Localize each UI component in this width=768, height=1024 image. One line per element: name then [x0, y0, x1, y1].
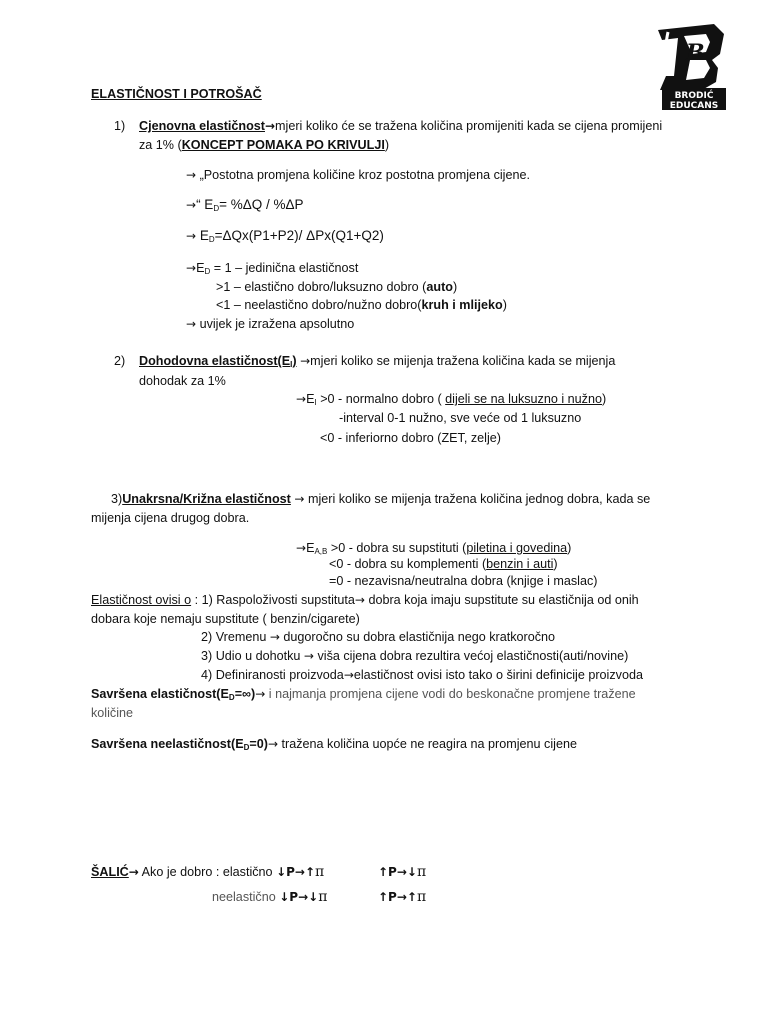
inelastic-price-up: ↑P→↑ [378, 890, 417, 904]
salic-elastic-right [378, 864, 426, 880]
arrow-icon: → [267, 737, 279, 751]
cross-l2-underlined: benzin i auti [486, 557, 554, 571]
cross-independent: =0 - nezavisna/neutralna dobra (knjige i maslac) [329, 574, 598, 588]
arrow-icon: → [186, 261, 197, 275]
factor2 [201, 629, 555, 645]
formula2-pre: E [199, 228, 209, 243]
salic-inelastic-right [378, 889, 426, 905]
factor2-post: dugoročno su dobra elastičnija nego kratkoročno [279, 630, 556, 644]
pi-symbol: π [318, 889, 328, 905]
perfect-elasticity [91, 686, 636, 706]
elasticity-inelastic [216, 297, 507, 313]
perfect-elasticity-cont: količine [91, 706, 133, 720]
elastic-price-up: ↑P→↓ [378, 865, 417, 879]
arrow-icon: → [354, 593, 365, 607]
e3-bold: kruh i mlijeko [421, 298, 503, 312]
p1-pre: Savršena elastičnost(E [91, 687, 229, 701]
section1-line2 [139, 137, 389, 153]
income-normal [296, 391, 606, 411]
section2-term [139, 354, 297, 368]
section2-term-text: Dohodovna elastičnost(E [139, 354, 291, 368]
section1-desc2-pre: za 1% ( [139, 138, 182, 152]
salic-line2 [212, 889, 327, 905]
section1-desc: mjeri koliko će se tražena količina promijeniti kada se cijena promijeni [275, 119, 663, 133]
p2-pre: Savršena neelastičnost(E [91, 737, 244, 751]
arrow-icon: → [300, 354, 311, 368]
section2-term-sub: I [290, 360, 293, 369]
elasticity-unit [186, 260, 358, 280]
formula1-pre: “ E [196, 197, 214, 212]
section3-desc: mjeri koliko se mijenja tražena količina jednog dobra, kada se [304, 492, 651, 506]
concept-label: KONCEPT POMAKA PO KRIVULJI [181, 138, 385, 152]
p2-mid: =0) [249, 737, 268, 751]
factor1-pre: : 1) Raspoloživosti supstituta [191, 593, 355, 607]
cross-l1-post: ) [567, 541, 572, 555]
e-pre: E [196, 261, 205, 275]
p2-post: tražena količina uopće ne reagira na promjenu cijene [278, 737, 577, 751]
perfect-inelasticity [91, 736, 577, 756]
e3-post: ) [502, 298, 507, 312]
pi-symbol: π [315, 864, 325, 880]
section1-number: 1) [114, 119, 126, 133]
formula-elasticity-midpoint [186, 228, 384, 248]
factors-line1 [91, 592, 639, 608]
factors-label: Elastičnost ovisi o [91, 593, 192, 607]
pi-symbol: π [416, 889, 427, 905]
income-l1-underlined: dijeli se na luksuzno i nužno [445, 392, 602, 406]
formula1-sub: D [213, 204, 220, 213]
section2-number: 2) [114, 354, 126, 368]
factor3 [201, 648, 628, 664]
section1-bullet1-text: „Postotna promjena količine kroz postotna promjena cijene. [199, 168, 530, 182]
income-l1-post: ) [601, 392, 607, 406]
arrow-icon: → [128, 865, 139, 879]
section3-number: 3) [111, 492, 123, 506]
pi-symbol: π [416, 864, 427, 880]
salic-line1 [91, 864, 324, 880]
cross-l2-post: ) [553, 557, 558, 571]
section2-desc: mjeri koliko se mijenja tražena količina kada se mijenja [310, 354, 616, 368]
section1-line1 [139, 118, 662, 134]
income-l1-sub: I [314, 398, 317, 407]
perfect-inelasticity-term [91, 737, 268, 751]
arrow-icon: → [303, 649, 314, 663]
section2-line2: dohodak za 1% [139, 374, 226, 388]
p1-sub: D [228, 693, 235, 702]
arrow-icon: → [294, 492, 305, 506]
factor4-pre: 4) Definiranosti proizvoda [201, 668, 344, 682]
section2-term-close: ) [292, 354, 297, 368]
e2-pre: >1 – elastično dobro/luksuzno dobro ( [216, 280, 427, 294]
perfect-elasticity-term [91, 687, 255, 701]
factor2-pre: 2) Vremenu [201, 630, 270, 644]
section3-term: Unakrsna/Križna elastičnost [122, 492, 291, 506]
cross-l2-pre: <0 - dobra su komplementi ( [329, 557, 487, 571]
factors-line1-cont: dobara koje nemaju supstitute ( benzin/cigarete) [91, 612, 360, 626]
income-l1-mid: >0 - normalno dobro ( [316, 392, 446, 406]
income-interval: -interval 0-1 nužno, sve veće od 1 luksuzno [339, 411, 582, 425]
svg-text:BRODIĆ: BRODIĆ [674, 91, 714, 101]
formula2-sub: D [208, 235, 215, 244]
cross-l1-mid: >0 - dobra su supstituti ( [327, 541, 467, 555]
factor4 [201, 667, 643, 683]
salic-text: Ako je dobro : elastično [138, 865, 277, 879]
svg-text:B: B [686, 40, 705, 66]
section3-line2: mijenja cijena drugog dobra. [91, 511, 250, 525]
arrow-icon: → [264, 119, 276, 133]
factor4-post: elastičnost ovisi isto tako o širini definicije proizvoda [353, 668, 643, 682]
factor3-post: viša cijena dobra rezultira većoj elastičnosti(auti/novine) [313, 649, 629, 663]
arrow-icon: → [296, 541, 307, 555]
cross-l1-sub: A,B [314, 547, 328, 556]
cross-complements [329, 556, 558, 572]
section1-bullet1 [186, 167, 530, 183]
formula1-post: = %ΔQ / %ΔP [219, 197, 304, 212]
cross-l1-underlined: piletina i govedina [466, 541, 568, 555]
brodic-educans-logo [644, 20, 728, 112]
section1-term: Cjenovna elastičnost [139, 119, 265, 133]
section3-line1 [91, 491, 650, 507]
elasticity-elastic [216, 279, 457, 295]
arrow-icon: → [343, 668, 354, 682]
arrow-icon: → [255, 687, 266, 701]
p1-mid: =∞) [234, 687, 256, 701]
page-title: ELASTIČNOST I POTROŠAČ [91, 87, 262, 101]
e3-pre: <1 – neelastično dobro/nužno dobro( [216, 298, 422, 312]
arrow-icon: → [186, 168, 197, 182]
cross-l1-pre: E [306, 541, 315, 555]
section1-desc2-post: ) [384, 138, 390, 152]
arrow-icon: → [186, 229, 197, 243]
income-inferior: <0 - inferiorno dobro (ZET, zelje) [320, 431, 501, 445]
arrow-icon: → [186, 317, 197, 331]
e4-text: uvijek je izražena apsolutno [199, 317, 355, 331]
e2-post: ) [452, 280, 458, 294]
e-sub: D [204, 267, 211, 276]
arrow-icon: → [269, 630, 280, 644]
arrow-icon: → [186, 198, 197, 212]
factor3-pre: 3) Udio u dohotku [201, 649, 304, 663]
section2-line1 [139, 353, 615, 373]
e2-bold: auto [426, 280, 453, 294]
formula-elasticity-percent [186, 197, 304, 217]
factor1-post: dobra koja imaju supstitute su elastičnija od onih [364, 593, 639, 607]
inelastic-label: neelastično [212, 890, 280, 904]
svg-text:EDUCANS: EDUCANS [669, 101, 719, 111]
salic-label: ŠALIĆ [91, 865, 129, 879]
elastic-price-down: ↓P→↑ [276, 865, 316, 879]
p2-sub: D [243, 743, 250, 752]
income-l1-pre: E [306, 392, 315, 406]
inelastic-price-down: ↓P→↓ [279, 890, 319, 904]
arrow-icon: → [296, 392, 307, 406]
elasticity-absolute [186, 316, 354, 332]
formula2-post: =ΔQx(P1+P2)/ ΔPx(Q1+Q2) [214, 228, 384, 243]
p1-post: i najmanja promjena cijene vodi do beskonačne promjene tražene [265, 687, 636, 701]
e-post: = 1 – jedinična elastičnost [210, 261, 359, 275]
